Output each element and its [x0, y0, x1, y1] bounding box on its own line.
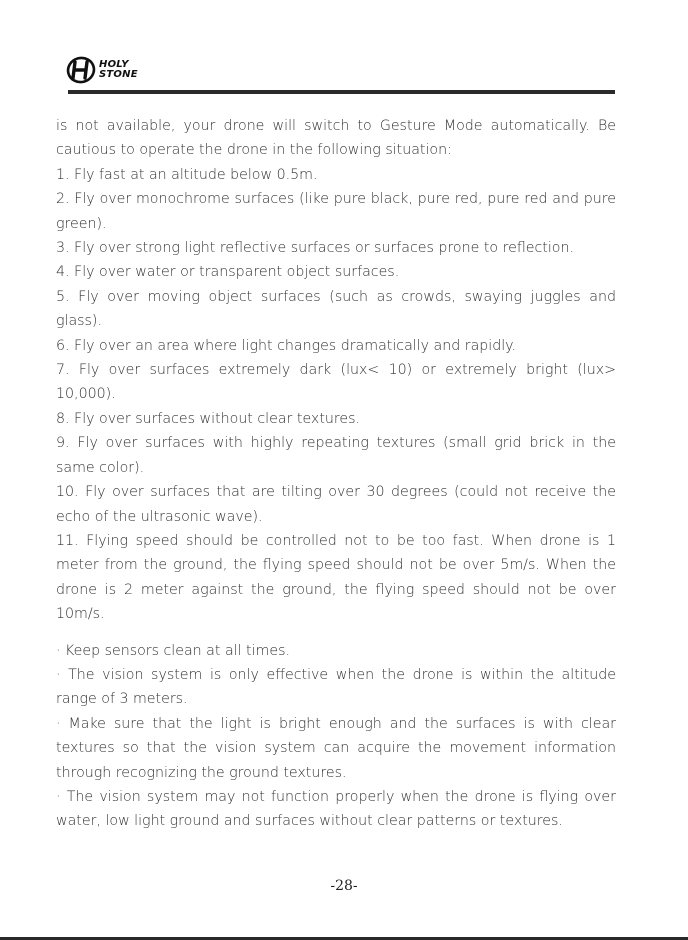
- note-item: · Keep sensors clean at all times.: [56, 642, 290, 659]
- situation-item: 6. Fly over an area where light changes dramatically and rapidly.: [56, 337, 517, 354]
- situation-item: 3. Fly over strong light reflective surfaces or surfaces prone to reflection.: [56, 240, 574, 257]
- note-item: · The vision system is only effective when the drone is within the altitude range of 3 meters.: [56, 666, 616, 708]
- situation-item: 4. Fly over water or transparent object surfaces.: [56, 264, 400, 281]
- brand-line-2: STONE: [99, 69, 138, 80]
- brand-logo: [66, 56, 138, 84]
- page-content: [56, 114, 616, 834]
- situation-item: 10. Fly over surfaces that are tilting over 30 degrees (could not receive the echo of the ultrasonic wave).: [56, 484, 616, 525]
- situation-item: 7. Fly over surfaces extremely dark (lux< 10) or extremely bright (lux> 10,000).: [56, 362, 616, 403]
- situation-item: 5. Fly over moving object surfaces (such as crowds, swaying juggles and glass).: [56, 288, 616, 330]
- situation-item: 1. Fly fast at an altitude below 0.5m.: [56, 166, 318, 183]
- header-divider: [68, 90, 615, 94]
- brand-name: [99, 60, 138, 80]
- situation-item: 8. Fly over surfaces without clear textures.: [56, 410, 361, 427]
- holy-stone-logo-icon: [66, 56, 96, 84]
- situation-item: 11. Flying speed should be controlled not to be too fast. When drone is 1 meter from the ground, the flying speed should not be over 5m/s. When the drone is 2 meter against the ground, the flying speed should not be over 10m/s.: [56, 532, 616, 623]
- note-item: · The vision system may not function properly when the drone is flying over water, low light ground and surfaces without clear patterns or textures.: [56, 788, 616, 830]
- situation-item: 2. Fly over monochrome surfaces (like pure black, pure red, pure red and pure green).: [56, 191, 616, 232]
- note-item: · Make sure that the light is bright enough and the surfaces is with clear textures so that the vision system can acquire the movement information through recognizing the ground textures.: [56, 715, 616, 781]
- intro-paragraph: is not available, your drone will switch to Gesture Mode automatically. Be cautious to operate the drone in the following situation:: [56, 118, 616, 159]
- situation-item: 9. Fly over surfaces with highly repeating textures (small grid brick in the same color).: [56, 435, 616, 476]
- page-number: -28-: [330, 878, 358, 894]
- section-gap: [56, 627, 616, 639]
- brand-line-1: HOLY: [99, 59, 129, 70]
